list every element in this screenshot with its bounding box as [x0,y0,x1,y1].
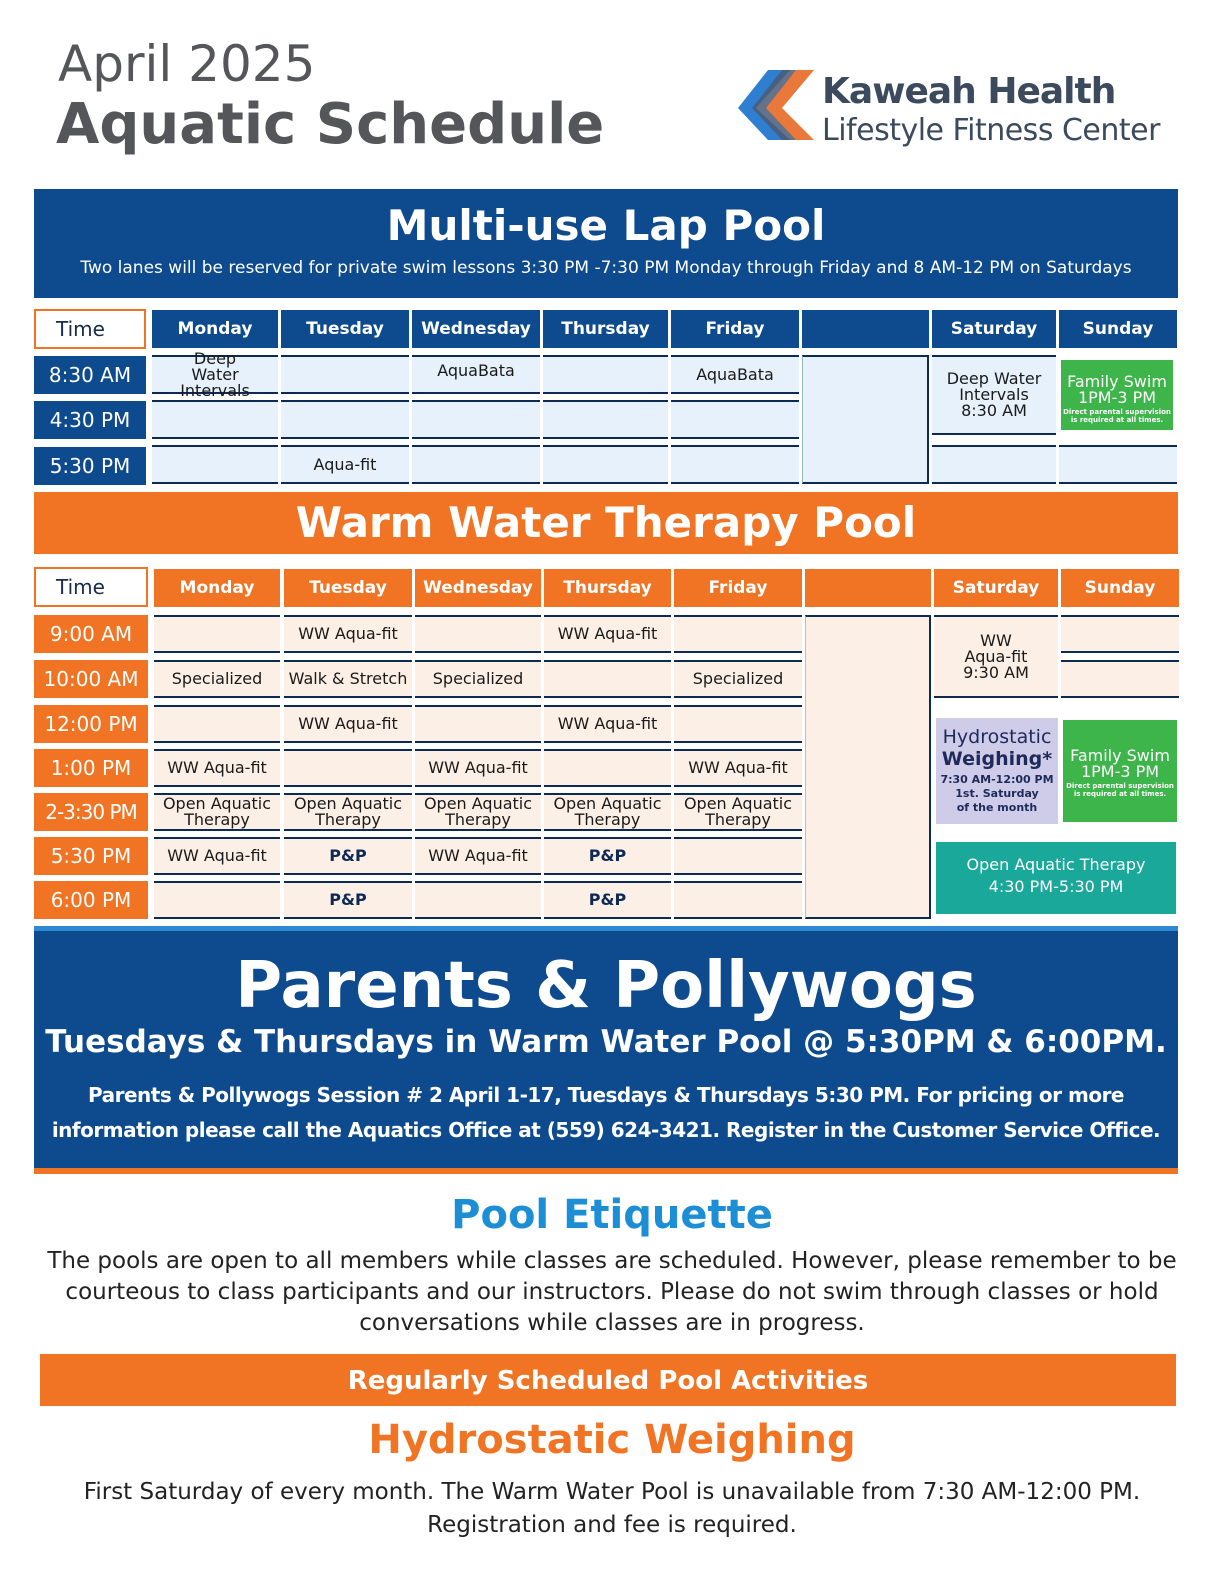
warm-cell-wed-1000 [415,660,541,698]
warm-cell-mon-900 [154,615,280,653]
oat-line2: Therapy [445,810,511,829]
warm-class-label: WW Aqua-fit [167,758,267,777]
warm-blank-column [805,615,931,919]
warm-cell-tue-1000 [284,660,412,698]
warm-cell-wed-100 [415,749,541,787]
lap-cell-fri-830 [671,355,799,394]
lap-day-saturday: Saturday [932,310,1056,348]
lap-sat-line3: 8:30 AM [961,401,1027,420]
warm-day-sunday: Sunday [1061,569,1179,607]
warm-class-label: WW Aqua-fit [557,714,658,733]
pollywogs-title: Parents & Pollywogs [235,949,977,1023]
oat-line2: Therapy [705,810,771,829]
hydrostatic-line1: First Saturday of every month. The Warm Water Pool is unavailable from 7:30 AM-12:00 PM. [83,1479,1141,1505]
warm-cell-wed-900 [415,615,541,653]
hydrostatic-line2: Registration and fee is required. [427,1512,797,1538]
lap-time-830am: 8:30 AM [34,356,146,394]
etiquette-line3: conversations while classes are in progress. [359,1310,865,1336]
lap-day-wednesday: Wednesday [412,310,540,348]
warm-cell-fri-oat [674,793,802,831]
family-swim-time: 1PM-3 PM [1080,762,1160,781]
lap-cell-thu-530 [543,445,668,484]
warm-cell-tue-600 [284,881,412,919]
warm-cell-fri-1200 [674,705,802,743]
warm-cell-fri-100 [674,749,802,787]
warm-time-1200pm: 12:00 PM [34,705,148,743]
warm-cell-sun-900 [1061,615,1179,653]
pollywogs-subtitle: Tuesdays & Thursdays in Warm Water Pool @ 5:30PM & 6:00PM. [45,1024,1167,1060]
page-title: Aquatic Schedule [56,92,605,157]
hydrostatic-body [40,1476,1184,1542]
warm-day-blank [805,569,931,607]
warm-pool-title: Warm Water Therapy Pool [295,498,917,547]
family-swim-title: Family Swim [1067,372,1167,391]
family-swim-note1: Direct parental supervision [1066,782,1174,790]
warm-cell-sun-1000 [1061,660,1179,698]
warm-cell-tue-530 [284,837,412,875]
warm-cell-mon-1000 [154,660,280,698]
warm-cell-thu-100 [544,749,671,787]
lap-cell-sat-530 [932,445,1056,484]
lap-sat-line2: Intervals [959,385,1029,404]
logo-subtitle: Lifestyle Fitness Center [822,113,1160,148]
oat-line2: Therapy [315,810,381,829]
warm-cell-sat-aquafit [934,615,1058,698]
warm-class-label: WW Aqua-fit [688,758,788,777]
lap-cell-wed-430 [412,400,540,439]
warm-cell-thu-600 [544,881,671,919]
warm-class-label: P&P [588,890,627,909]
family-swim-note2: is required at all times. [1073,790,1167,798]
lap-family-swim [1059,358,1175,432]
lap-day-monday: Monday [152,310,278,348]
logo-name: Kaweah Health [822,71,1116,112]
warm-sat-line3: 9:30 AM [963,662,1029,682]
oat-line2: Therapy [184,810,250,829]
oat-line1: Open Aquatic [162,794,272,813]
hydro-line5: of the month [956,801,1038,814]
lap-cell-sun-530 [1059,445,1177,484]
warm-family-swim [1061,718,1179,824]
warm-cell-thu-530 [544,837,671,875]
etiquette-title: Pool Etiquette [451,1192,773,1238]
warm-class-label: WW Aqua-fit [428,758,528,777]
pollywogs-top-rule [34,926,1178,931]
lap-cell-tue-530 [281,445,409,484]
hydro-line4: 1st. Saturday [955,787,1039,800]
pollywogs-info-line1: Parents & Pollywogs Session # 2 April 1-17, Tuesdays & Thursdays 5:30 PM. For pricing or more [87,1083,1124,1107]
lap-cell-mon-830 [152,348,278,400]
weekend-open-aquatic-therapy [936,842,1176,914]
warm-cell-tue-oat [284,793,412,831]
pollywogs-banner [34,926,1178,1174]
lap-pool-title: Multi-use Lap Pool [386,201,826,250]
warm-class-label: Specialized [692,669,784,688]
lap-cell-wed-830 [412,355,540,394]
warm-cell-tue-1200 [284,705,412,743]
lap-cell-thu-830 [543,355,668,394]
lap-blank-column [802,355,929,484]
hydro-line2: Weighing* [941,748,1053,770]
warm-day-tuesday: Tuesday [284,569,412,607]
warm-sat-line2: Aqua-fit [964,646,1028,666]
warm-class-label: Specialized [432,669,524,688]
lap-pool-note: Two lanes will be reserved for private swim lessons 3:30 PM -7:30 PM Monday through Friday and 8 AM-12 PM on Saturdays [80,258,1132,278]
lap-day-blank [802,310,929,348]
warm-class-label: WW Aqua-fit [428,846,528,865]
family-swim-title: Family Swim [1070,746,1170,765]
warm-cell-mon-600 [154,881,280,919]
family-swim-note1: Direct parental supervision [1063,408,1171,416]
warm-cell-wed-530 [415,837,541,875]
warm-time-530pm: 5:30 PM [34,837,148,875]
warm-sat-line1: WW [980,630,1012,650]
schedule-month: April 2025 [58,35,316,93]
warm-cell-thu-900 [544,615,671,653]
lap-class-label: AquaBata [437,361,515,380]
warm-cell-thu-oat [544,793,671,831]
hydro-line1: Hydrostatic [942,726,1052,748]
oat-line1: Open Aquatic [423,794,533,813]
lap-class-label: Aqua-fit [313,454,377,474]
warm-time-1000am: 10:00 AM [34,660,148,698]
warm-cell-thu-1200 [544,705,671,743]
warm-time-900am: 9:00 AM [34,615,148,653]
oat-line2: Therapy [574,810,641,829]
lap-cell-mon-430 [152,400,278,439]
pollywogs-bottom-rule [34,1168,1178,1174]
weekend-oat-time: 4:30 PM-5:30 PM [988,877,1124,896]
warm-day-friday: Friday [674,569,802,607]
lap-time-header: Time [34,309,146,349]
lap-day-thursday: Thursday [543,310,668,348]
kaweah-logo-icon [738,68,816,142]
warm-time-100pm: 1:00 PM [34,749,148,787]
pollywogs-info-line2: information please call the Aquatics Office at (559) 624-3421. Register in the Customer Service Office. [51,1118,1161,1142]
lap-cell-sat-dwi [932,355,1056,435]
warm-class-label: P&P [588,846,627,865]
lap-cell-tue-430 [281,400,409,439]
etiquette-body [40,1246,1184,1339]
family-swim-note2: is required at all times. [1070,416,1164,424]
warm-class-label: WW Aqua-fit [557,624,658,643]
lap-cell-thu-430 [543,400,668,439]
warm-cell-tue-100 [284,749,412,787]
warm-pool-banner [34,492,1178,554]
oat-line1: Open Aquatic [553,794,662,813]
lap-time-530pm: 5:30 PM [34,447,146,485]
warm-day-wednesday: Wednesday [415,569,541,607]
oat-line1: Open Aquatic [293,794,403,813]
warm-cell-wed-oat [415,793,541,831]
warm-class-label: WW Aqua-fit [298,624,398,643]
warm-cell-wed-600 [415,881,541,919]
lap-day-tuesday: Tuesday [281,310,409,348]
etiquette-line1: The pools are open to all members while classes are scheduled. However, please remember to be [47,1248,1177,1274]
warm-day-thursday: Thursday [544,569,671,607]
warm-class-label: P&P [329,846,367,865]
lap-time-430pm: 4:30 PM [34,401,146,439]
lap-day-sunday: Sunday [1059,310,1177,348]
lap-cell-wed-530 [412,445,540,484]
hydrostatic-title: Hydrostatic Weighing [368,1417,856,1463]
lap-pool-banner [34,189,1178,298]
regular-activities-label: Regularly Scheduled Pool Activities [347,1366,869,1396]
warm-cell-fri-600 [674,881,802,919]
hydro-line3: 7:30 AM-12:00 PM [940,773,1054,786]
warm-time-600pm: 6:00 PM [34,881,148,919]
etiquette-line2: courteous to class participants and our instructors. Please do not swim through classes or hold [65,1279,1159,1305]
warm-class-label: WW Aqua-fit [167,846,267,865]
warm-time-header: Time [34,567,148,607]
warm-time-2-330pm: 2-3:30 PM [34,793,148,831]
weekend-oat-title: Open Aquatic Therapy [966,855,1146,874]
warm-cell-mon-530 [154,837,280,875]
warm-cell-fri-530 [674,837,802,875]
warm-cell-wed-1200 [415,705,541,743]
lap-cell-fri-530 [671,445,799,484]
warm-cell-fri-1000 [674,660,802,698]
warm-class-label: P&P [329,890,367,909]
lap-cell-fri-430 [671,400,799,439]
warm-class-label: Specialized [171,669,263,688]
warm-day-monday: Monday [154,569,280,607]
warm-cell-mon-1200 [154,705,280,743]
warm-class-label: WW Aqua-fit [298,714,398,733]
lap-class-label: Deep Water Intervals [180,348,250,400]
warm-class-label: Walk & Stretch [288,669,408,688]
warm-cell-tue-900 [284,615,412,653]
regular-activities-banner [40,1354,1176,1406]
hydrostatic-weighing-box [936,718,1058,824]
warm-cell-fri-900 [674,615,802,653]
warm-day-saturday: Saturday [934,569,1058,607]
lap-cell-tue-830 [281,355,409,394]
warm-cell-thu-1000 [544,660,671,698]
lap-class-label: AquaBata [696,364,774,384]
warm-cell-mon-100 [154,749,280,787]
lap-day-friday: Friday [671,310,799,348]
warm-cell-mon-oat [154,793,280,831]
oat-line1: Open Aquatic [683,794,793,813]
lap-sat-line1: Deep Water [946,369,1042,388]
lap-cell-mon-530 [152,445,278,484]
family-swim-time: 1PM-3 PM [1077,388,1157,407]
